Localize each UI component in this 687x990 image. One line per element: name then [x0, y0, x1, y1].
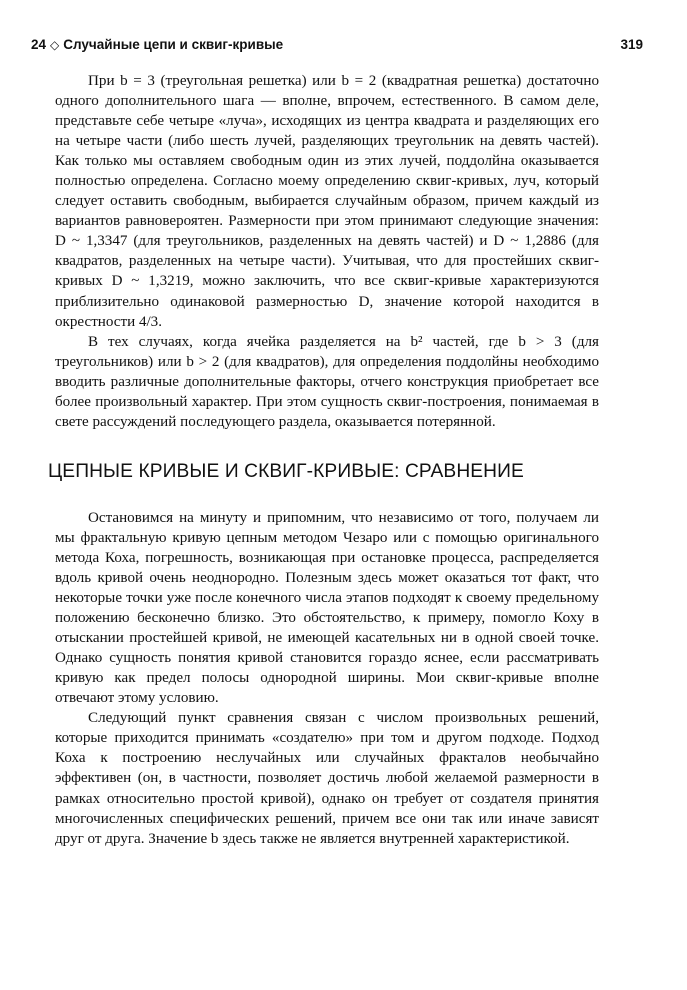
header-left — [31, 37, 283, 52]
paragraph: В тех случаях, когда ячейка разделяется на b² частей, где b > 3 (для треугольников) или b > 2 (для квадратов), для определения поддолйны необходимо вводить различные дополнительные факторы, отчего конструкция приобретает все более произвольный характер. При этом сущность сквиг-построения, понимаемая в свете рассуждений последующего раздела, оказывается потерянной. — [55, 333, 599, 430]
running-header — [31, 37, 643, 55]
page-number: 319 — [620, 37, 643, 52]
page-body — [48, 71, 599, 849]
paragraph: При b = 3 (треугольная решетка) или b = 2 (квадратная решетка) достаточно одного дополнительного шага — вполне, впрочем, естественного. В самом деле, представьте себе четыре «луча», исходящих из центра квадрата и разделяющих его на четыре части (либо шесть лучей, разделяющих треугольник на девять частей). Как только мы оставляем свободным один из этих лучей, поддолйна оказывается полностью определена. Согласно моему определению сквиг-кривых, луч, который следует оставить свободным, выбирается случайным образом, причем каждый из вариантов равновероятен. Размерности при этом принимают следующие значения: D ~ 1,3347 (для треугольников, разделенных на девять частей) и D ~ 1,2886 (для квадратов, разделенных на четыре части). Учитывая, что для простейших сквиг-кривых D ~ 1,3219, можно заключить, что все сквиг-кривые характеризуются приблизительно одинаковой размерностью D, значение которой находится в окрестности 4/3. — [55, 73, 599, 330]
paragraph: Остановимся на минуту и припомним, что независимо от того, получаем ли мы фрактальную кривую цепным методом Чезаро или с помощью оригинального метода Коха, погрешность, возникающая при остановке процесса, распределяется вдоль кривой очень неоднородно. Полезным здесь может оказаться тот факт, что некоторые точки уже после конечного числа этапов подходят к своему предельному положению бесконечно близко. Это обстоятельство, к примеру, помогло Коху в отыскании простейшей кривой, не имеющей касательных ни в одной своей точке. Однако сущность понятия кривой становится гораздо яснее, если рассматривать кривую как предел полосы однородной ширины. Мои сквиг-кривые вполне отвечают этому условию. — [55, 509, 599, 707]
paragraph: Следующий пункт сравнения связан с числом произвольных решений, которые приходится принимать «создателю» при том и другом подходе. Подход Коха к построению неслучайных или случайных фракталов необычайно эффективен (он, в частности, позволяет достичь любой желаемой размерности в рамках относительно простой кривой), однако он требует от создателя принятия многочисленных специфических решений, причем все они так или иначе зависят друг от друга. Значение b здесь также не является внутренней характеристикой. — [55, 710, 599, 847]
diamond-icon: ◇ — [50, 38, 60, 52]
section-title: ЦЕПНЫЕ КРИВЫЕ И СКВИГ-КРИВЫЕ: СРАВНЕНИЕ — [48, 460, 524, 482]
chapter-number: 24 — [31, 37, 47, 52]
chapter-title: Случайные цепи и сквиг-кривые — [63, 37, 284, 52]
